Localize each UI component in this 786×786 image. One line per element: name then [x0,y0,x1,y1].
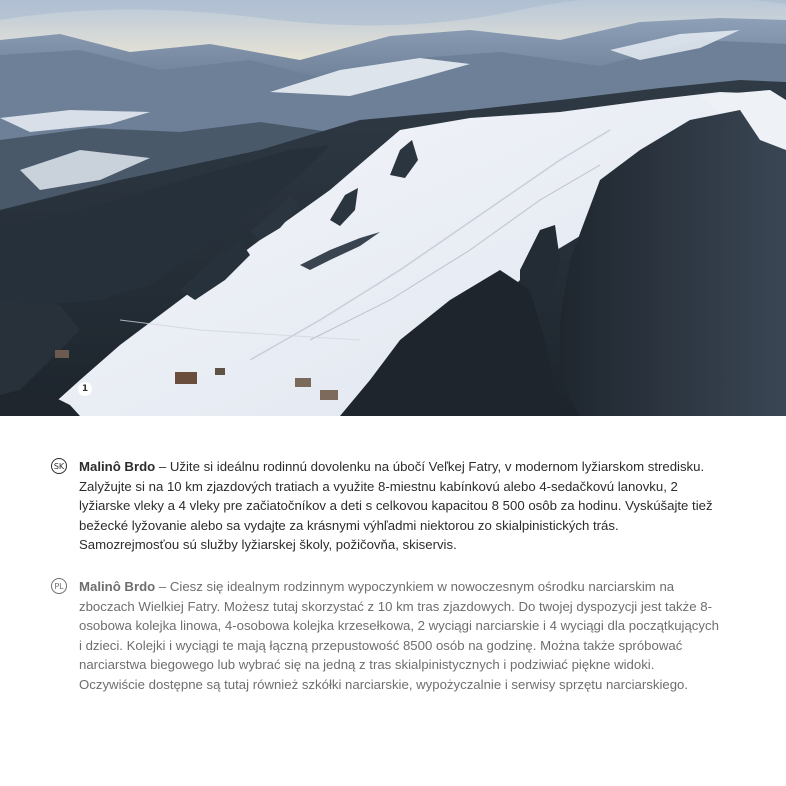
language-badge-pl: PL [51,578,67,594]
slovak-description [51,457,721,555]
body-text-pl: Ciesz się idealnym rodzinnym wypoczynkiem w nowoczesnym ośrodku narciarskim na zboczach Wielkiej Fatry. Możesz tutaj skorzystać z 10 km tras zjazdowych. Do twojej dyspozycji jest także 8-osobowa kolejka linowa, 4-osobowa kolejka krzesełkowa, 2 wyciągi narciarskie i 4 wyciągi dla początkujących i dzieci. Kolejki i wyciągi te mają łączną przepustowość 8500 osób na godzinę. Można także spróbować narciarstwa biegowego lub wybrać się na jedną z tras skialpinistycznych i podziwiać piękne widoki. Oczywiście dostępne są tutaj również szkółki narciarskie, wypożyczalnie i serwisy sprzętu narciarskiego. [79,579,719,692]
resort-title-pl: Malinô Brdo [79,579,156,594]
photo-number-badge: 1 [78,382,92,396]
language-badge-sk: SK [51,458,67,474]
resort-title-sk: Malinô Brdo [79,459,156,474]
polish-paragraph [79,577,721,694]
body-text-sk: Užite si ideálnu rodinnú dovolenku na úbočí Veľkej Fatry, v modernom lyžiarskom stredisku. Zalyžujte si na 10 km zjazdových tratiach a využite 8-miestnu kabínkovú alebo 4-sedačkovú lanovku, 2 lyžiarske vleky a 4 vleky pre začiatočníkov a deti s celkovou kapacitou 8 500 osôb za hodinu. Vyskúšajte tiež bežecké lyžovanie alebo sa vydajte za krásnymi výhľadmi niektorou zo skialpinistických trás. Samozrejmosťou sú služby lyžiarskej školy, požičovňa, skiservis. [79,459,713,552]
dash-pl: – [155,579,170,594]
polish-description [51,577,721,694]
slovak-paragraph [79,457,721,555]
dash-sk: – [155,459,170,474]
